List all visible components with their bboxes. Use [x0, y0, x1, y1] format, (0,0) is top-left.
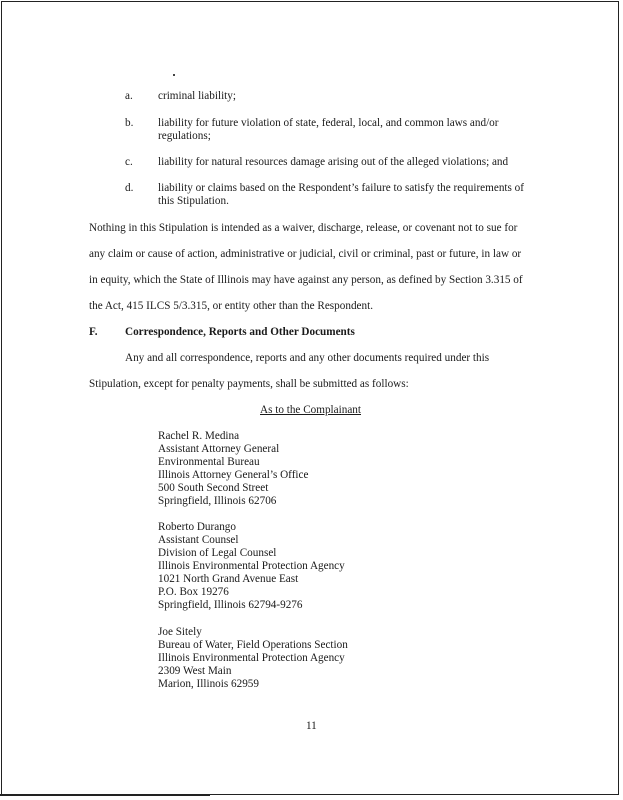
address-line: Joe Sitely	[158, 626, 202, 638]
address-block-1	[158, 430, 308, 508]
address-line: Illinois Environmental Protection Agency	[158, 560, 345, 572]
address-line: Illinois Attorney General’s Office	[158, 469, 309, 481]
section-title: Correspondence, Reports and Other Documents	[125, 326, 355, 338]
section-number: F.	[89, 326, 98, 338]
paragraph-2-line-1: Any and all correspondence, reports and any other documents required under this	[125, 352, 490, 364]
address-line: 500 South Second Street	[158, 482, 269, 494]
address-line: Assistant Counsel	[158, 534, 239, 546]
address-line: 2309 West Main	[158, 665, 232, 677]
address-line: 1021 North Grand Avenue East	[158, 573, 299, 585]
address-block-3	[158, 626, 348, 691]
list-marker-a: a.	[125, 90, 133, 102]
address-block-2	[158, 521, 345, 612]
paragraph-1-line-2: any claim or cause of action, administrative or judicial, civil or criminal, past or future, in law or	[89, 248, 522, 260]
page-number: 11	[306, 720, 317, 732]
address-line: Environmental Bureau	[158, 456, 260, 468]
address-line: Assistant Attorney General	[158, 443, 280, 455]
address-line: Illinois Environmental Protection Agency	[158, 652, 345, 664]
list-marker-c: c.	[125, 156, 133, 168]
complainant-heading: As to the Complainant	[260, 404, 361, 416]
address-line: P.O. Box 19276	[158, 586, 229, 598]
paragraph-1-line-4: the Act, 415 ILCS 5/3.315, or entity other than the Respondent.	[89, 300, 373, 312]
paragraph-1-line-1: Nothing in this Stipulation is intended as a waiver, discharge, release, or covenant not to sue for	[89, 222, 518, 234]
list-marker-d: d.	[125, 182, 134, 194]
address-line: Springfield, Illinois 62794-9276	[158, 599, 303, 611]
list-item-c: liability for natural resources damage arising out of the alleged violations; and	[158, 156, 509, 168]
address-line: Roberto Durango	[158, 521, 236, 533]
paragraph-1-line-3: in equity, which the State of Illinois may have against any person, as defined by Section 3.315 of	[89, 274, 523, 286]
address-line: Marion, Illinois 62959	[158, 678, 259, 690]
paragraph-2-line-2: Stipulation, except for penalty payments, shall be submitted as follows:	[89, 378, 409, 390]
address-line: Bureau of Water, Field Operations Section	[158, 639, 348, 651]
address-line: Division of Legal Counsel	[158, 547, 277, 559]
footnote-rule	[0, 794, 210, 796]
list-item-d: liability or claims based on the Respondent’s failure to satisfy the requirements of this Stipulation.	[158, 182, 524, 207]
list-item-b: liability for future violation of state, federal, local, and common laws and/or regulations;	[158, 117, 499, 142]
list-item-a: criminal liability;	[158, 90, 236, 102]
address-line: Springfield, Illinois 62706	[158, 495, 277, 507]
address-line: Rachel R. Medina	[158, 430, 240, 442]
scan-speck	[173, 74, 175, 76]
list-marker-b: b.	[125, 117, 134, 129]
